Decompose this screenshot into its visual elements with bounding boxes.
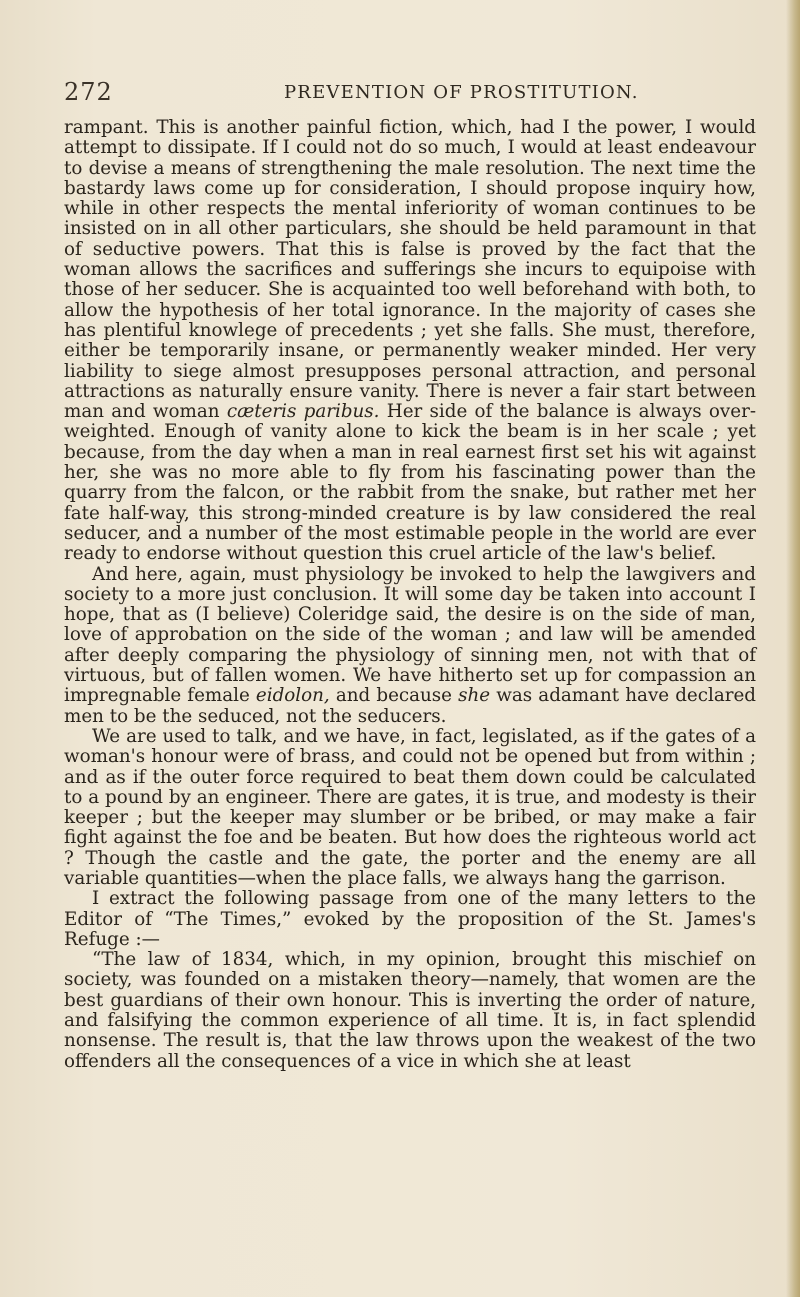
italic-phrase: eidolon,	[255, 685, 330, 707]
quotation: “The law of 1834, which, in my opinion, brought this mischief on society, was founded on a mistaken theory—namely, that women are the best guardians of their own honour. This is inverting the order of nature, and falsifying the common experience of all time. It is, in fact splendid nonsense. The result is, that the law throws upon the weakest of the two offenders all the consequences of a vice in which she at least	[64, 949, 756, 1072]
paragraph-1: rampant. This is another painful fiction, which, had I the power, I would attempt to dissipate. If I could not do so much, I would at least endeavour to devise a means of strengthening the male resolution. The next time the bastardy laws come up for consideration, I should propose inquiry how, while in other respects the mental inferiority of woman continues to be insisted on in all other particulars, she should be held paramount in that of seductive powers. That this is false is proved by the fact that the woman allows the sacrifices and sufferings she incurs to equipoise with those of her seducer. She is acquainted too well beforehand with both, to allow the hypothesis of her total ignorance. In the majority of cases she has plentiful knowlege of precedents ; yet she falls. She must, therefore, either be temporarily insane, or permanently weaker minded. Her very liability to siege almost presupposes personal attraction, and personal attractions as naturally ensure vanity. There is never a fair start between man and woman cæteris paribus. Her side of the balance is always over-weighted. Enough of vanity alone to kick the beam is in her scale ; yet because, from the day when a man in real earnest first set his wit against her, she was no more able to fly from his fascinating power than the quarry from the falcon, or the rabbit from the snake, but rather met her fate half-way, this strong-minded creature is by law considered the real seducer, and a number of the most estimable people in the world are ever ready to endorse without question this cruel article of the law's belief.	[64, 117, 756, 565]
italic-phrase: she	[458, 685, 491, 707]
page-header	[64, 78, 754, 108]
italic-phrase: cæteris paribus.	[226, 401, 380, 423]
page-body	[64, 118, 756, 1072]
page-edge	[786, 0, 800, 1297]
page-number: 272	[64, 78, 113, 106]
paragraph-4: I extract the following passage from one of the many letters to the Editor of “The Times,” evoked by the proposition of the St. James's Refuge :—	[64, 888, 756, 950]
running-head: PREVENTION OF PROSTITUTION.	[284, 82, 639, 103]
paragraph-2: And here, again, must physiology be invoked to help the lawgivers and society to a more just conclusion. It will some day be taken into account I hope, that as (I believe) Coleridge said, the desire is on the side of man, love of approbation on the side of the woman ; and law will be amended after deeply comparing the physiology of sinning men, not with that of virtuous, but of fallen women. We have hitherto set up for compassion an impregnable female eidolon, and because she was adamant have declared men to be the seduced, not the seducers.	[64, 563, 756, 727]
paragraph-3: We are used to talk, and we have, in fact, legislated, as if the gates of a woman's honour were of brass, and could not be opened but from within ; and as if the outer force required to beat them down could be calculated to a pound by an engineer. There are gates, it is true, and modesty is their keeper ; but the keeper may slumber or be bribed, or may make a fair fight against the foe and be beaten. But how does the righteous world act ? Though the castle and the gate, the porter and the enemy are all variable quantities—when the place falls, we always hang the garrison.	[64, 725, 756, 889]
